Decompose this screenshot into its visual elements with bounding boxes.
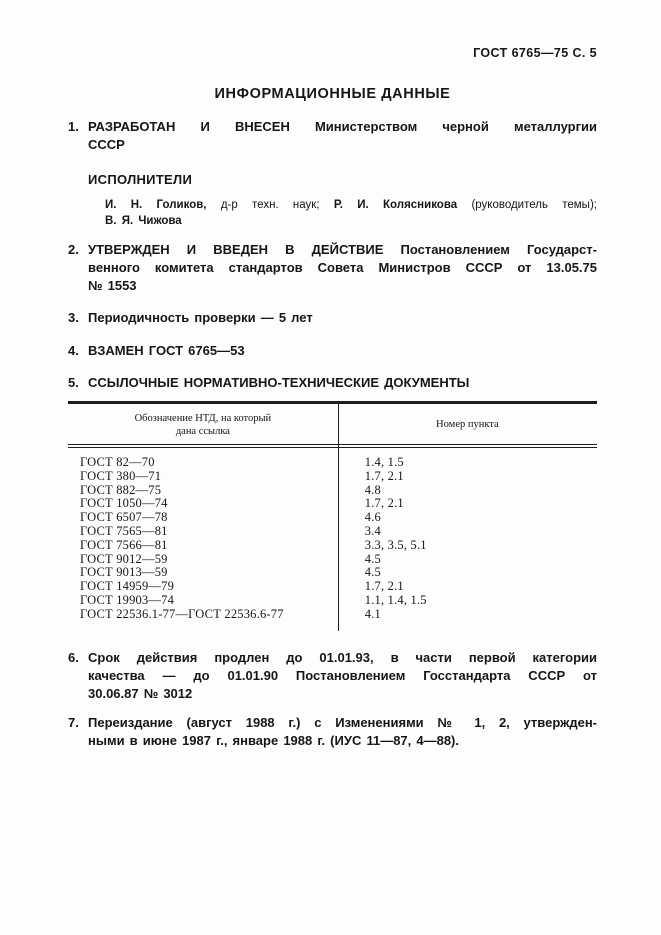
cell-ntd: ГОСТ 22536.1-77—ГОСТ 22536.6-77	[80, 606, 284, 621]
item-text-line: качества — до 01.01.90 Постановлением Госстандарта СССР от	[88, 667, 597, 683]
cell-ntd: ГОСТ 9012—59	[80, 551, 168, 566]
cell-ntd: ГОСТ 6507—78	[80, 510, 168, 525]
executor-role: д-р техн. наук;	[220, 199, 320, 211]
page-title: ИНФОРМАЦИОННЫЕ ДАННЫЕ	[214, 86, 451, 102]
cell-ntd: ГОСТ 882—75	[80, 482, 162, 497]
table-row	[68, 456, 597, 470]
references-table	[68, 401, 597, 631]
section-item-7	[68, 714, 597, 750]
cell-punkt: 4.5	[364, 565, 382, 580]
section-item-4	[68, 342, 597, 360]
table-row	[68, 553, 597, 567]
section-item-3	[68, 309, 597, 327]
cell-ntd: ГОСТ 19903—74	[80, 592, 175, 607]
item-text-line: венного комитета стандартов Совета Министров СССР от 13.05.75	[88, 260, 597, 275]
executors-list	[105, 197, 597, 229]
item-text-line: РАЗРАБОТАН И ВНЕСЕН Министерством черной металлургии	[88, 119, 597, 134]
item-text-line: ВЗАМЕН ГОСТ 6765—53	[88, 343, 245, 358]
item-text-line: ССЫЛОЧНЫЕ НОРМАТИВНО-ТЕХНИЧЕСКИЕ ДОКУМЕНТЫ	[88, 375, 470, 390]
section-item-5	[68, 374, 597, 392]
cell-punkt: 4.5	[364, 551, 382, 566]
item-number: 3.	[68, 310, 79, 325]
table-row	[68, 594, 597, 608]
table-row	[68, 484, 597, 498]
cell-ntd: ГОСТ 1050—74	[80, 496, 168, 511]
cell-punkt: 1.1, 1.4, 1.5	[364, 592, 427, 607]
section-item-2	[68, 241, 597, 295]
cell-punkt: 1.4, 1.5	[364, 455, 404, 469]
table-row	[68, 566, 597, 580]
cell-punkt: 4.8	[364, 482, 382, 497]
table-header-row	[68, 404, 597, 444]
cell-ntd: ГОСТ 9013—59	[80, 565, 168, 580]
cell-punkt: 4.6	[364, 510, 382, 525]
table-body	[68, 448, 597, 631]
table-row	[68, 608, 597, 622]
cell-punkt: 3.3, 3.5, 5.1	[364, 537, 427, 552]
item-text-line: УТВЕРЖДЕН И ВВЕДЕН В ДЕЙСТВИЕ Постановлением Государст-	[88, 242, 597, 257]
executor-name: Р. И. Колясникова	[333, 199, 458, 211]
item-text-line: № 1553	[88, 278, 137, 293]
executors-heading: ИСПОЛНИТЕЛИ	[88, 172, 193, 187]
page-header: ГОСТ 6765—75 С. 5	[473, 46, 597, 60]
cell-punkt: 1.7, 2.1	[364, 496, 404, 511]
table-row	[68, 580, 597, 594]
cell-ntd: ГОСТ 7566—81	[80, 537, 168, 552]
table-row	[68, 470, 597, 484]
executor-name: И. Н. Голиков,	[105, 199, 207, 211]
item-number: 2.	[68, 242, 79, 257]
cell-ntd: ГОСТ 7565—81	[80, 523, 168, 538]
item-text-line: ными в июне 1987 г., январе 1988 г. (ИУС 11—87, 4—88).	[88, 732, 460, 748]
item-text-line: 30.06.87 № 3012	[88, 685, 193, 701]
item-number: 1.	[68, 119, 79, 134]
cell-punkt: 1.7, 2.1	[364, 579, 404, 594]
cell-punkt: 1.7, 2.1	[364, 468, 404, 483]
section-item-6	[68, 649, 597, 703]
executor-role: (руководитель темы);	[471, 199, 597, 211]
table-column-divider	[338, 404, 339, 631]
cell-ntd: ГОСТ 82—70	[80, 455, 155, 469]
executor-name: В. Я. Чижова	[105, 215, 182, 227]
table-row	[68, 497, 597, 511]
executors-line	[105, 197, 597, 213]
table-row	[68, 539, 597, 553]
item-number: 7.	[68, 714, 79, 730]
item-number: 4.	[68, 343, 79, 358]
column-header-punkt: Номер пункта	[436, 419, 499, 430]
section-item-1	[68, 118, 597, 154]
cell-punkt: 3.4	[364, 523, 382, 538]
item-text-line: СССР	[88, 137, 125, 152]
item-text-line: Периодичность проверки — 5 лет	[88, 310, 313, 325]
cell-ntd: ГОСТ 14959—79	[80, 579, 175, 594]
column-header-ntd: Обозначение НТД, на который дана ссылка	[134, 412, 272, 437]
table-row	[68, 525, 597, 539]
cell-ntd: ГОСТ 380—71	[80, 468, 162, 483]
cell-punkt: 4.1	[364, 606, 382, 621]
item-text-line: Переиздание (август 1988 г.) с Изменениями № 1, 2, утвержден-	[88, 714, 597, 730]
item-text-line: Срок действия продлен до 01.01.93, в части первой категории	[88, 649, 597, 665]
item-number: 6.	[68, 649, 79, 665]
table-row	[68, 511, 597, 525]
item-number: 5.	[68, 375, 79, 390]
